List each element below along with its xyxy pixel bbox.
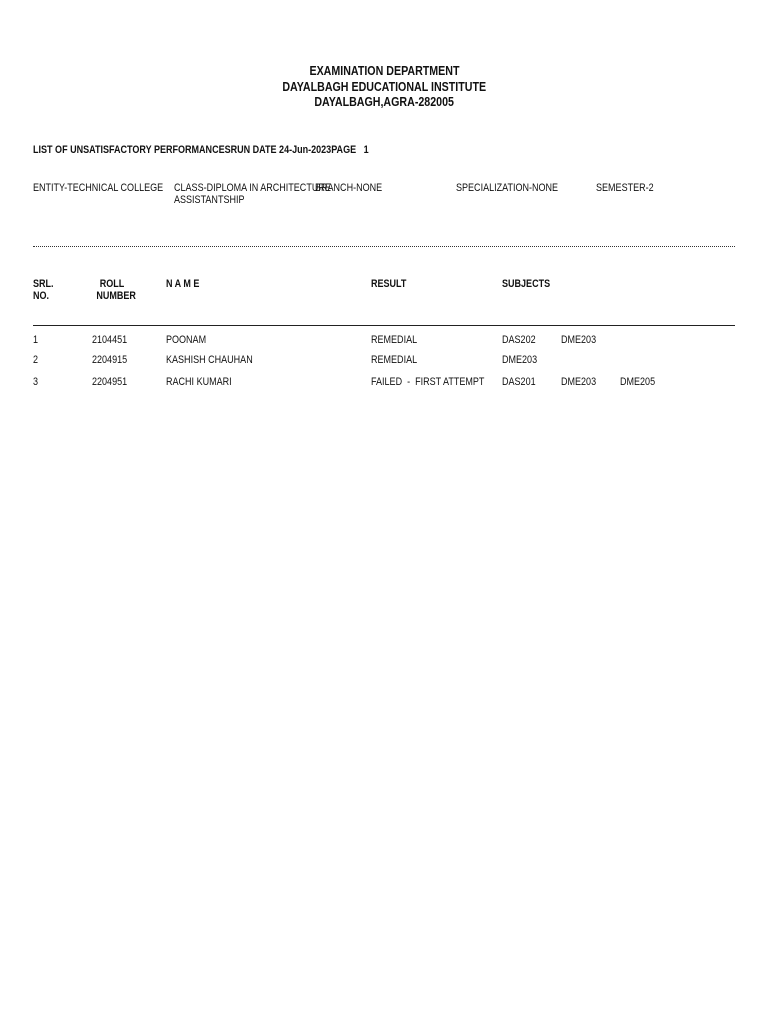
table-row-name: KASHISH CHAUHAN <box>166 354 253 366</box>
column-header-roll: ROLL NUMBER <box>96 278 136 302</box>
page-number: 1 <box>363 144 369 156</box>
table-row-subject: DME203 <box>502 354 538 366</box>
table-row-roll: 2104451 <box>92 334 128 346</box>
table-row-subject: DAS201 <box>502 376 536 388</box>
class-label: CLASS-DIPLOMA IN ARCHITECTURE ASSISTANTSHIP <box>174 182 331 206</box>
column-header-name: N A M E <box>166 278 200 290</box>
table-row-srl: 2 <box>33 354 39 366</box>
department-title: EXAMINATION DEPARTMENT <box>308 63 460 78</box>
page-label: PAGE <box>331 144 357 156</box>
specialization-label: SPECIALIZATION-NONE <box>456 182 559 194</box>
institute-name: DAYALBAGH EDUCATIONAL INSTITUTE <box>282 79 486 94</box>
table-row-subject: DME205 <box>620 376 656 388</box>
table-row-srl: 1 <box>33 334 39 346</box>
table-row-result: FAILED - FIRST ATTEMPT <box>371 376 485 388</box>
table-row-roll: 2204951 <box>92 376 128 388</box>
table-row-result: REMEDIAL <box>371 334 418 346</box>
semester-label: SEMESTER-2 <box>596 182 654 194</box>
table-row-subject: DME203 <box>561 334 597 346</box>
header-underline <box>33 325 735 326</box>
report-title-line <box>33 144 442 156</box>
report-title: LIST OF UNSATISFACTORY PERFORMANCES <box>33 144 231 156</box>
table-row-subject: DME203 <box>561 376 597 388</box>
institute-address: DAYALBAGH,AGRA-282005 <box>314 94 454 109</box>
entity-label: ENTITY-TECHNICAL COLLEGE <box>33 182 164 194</box>
dotted-divider <box>33 246 735 247</box>
column-header-result: RESULT <box>371 278 407 290</box>
table-row-result: REMEDIAL <box>371 354 418 366</box>
table-row-name: POONAM <box>166 334 207 346</box>
table-row-srl: 3 <box>33 376 39 388</box>
column-header-subjects: SUBJECTS <box>502 278 551 290</box>
table-row-subject: DAS202 <box>502 334 536 346</box>
column-header-srl: SRL. NO. <box>33 278 54 302</box>
table-row-roll: 2204915 <box>92 354 128 366</box>
table-row-name: RACHI KUMARI <box>166 376 232 388</box>
run-date: RUN DATE 24-Jun-2023 <box>230 144 332 156</box>
branch-label: BRANCH-NONE <box>315 182 383 194</box>
